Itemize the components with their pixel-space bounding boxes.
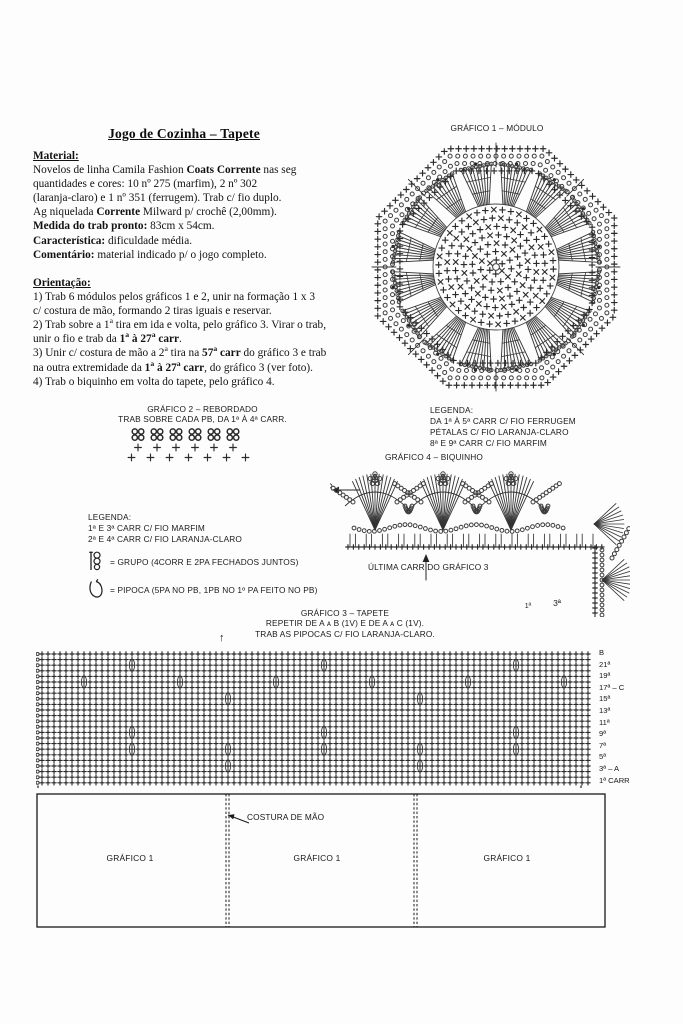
orientation-section xyxy=(33,276,348,389)
grafico3-row-label: 19ª xyxy=(599,671,611,681)
assembly-panel-label-1: GRÁFICO 1 xyxy=(293,853,341,863)
grafico2-subtitle: TRAB SOBRE CADA PB, DA 1ª À 4ª CARR. xyxy=(118,414,287,425)
grafico4-corner-label-1: 1ª xyxy=(524,603,532,610)
grafico2-border-chart xyxy=(125,426,265,468)
assembly-panel-label-2: GRÁFICO 1 xyxy=(483,853,531,863)
orientation-heading: Orientação: xyxy=(33,277,91,289)
grupo-symbol-label: = GRUPO (4CORR E 2PA FECHADOS JUNTOS) xyxy=(110,556,299,567)
grafico3-title-block xyxy=(155,608,535,639)
assembly-panel-label-0: GRÁFICO 1 xyxy=(106,853,154,863)
grafico3-row-label: 7ª xyxy=(599,740,607,750)
grafico2-legend-heading: LEGENDA: xyxy=(88,512,132,522)
orientation-lines: 1) Trab 6 módulos pelos gráficos 1 e 2, unir na formação 1 x 3 c/ costura de mão, formando 2 tiras iguais e reservar. 2) Trab sobre a 1$^a$ tira em ida e volta, pelo gráfico 3. Virar o trab, unir o fio e trab da 1$^a$ à 27$^a$ carr. 3) Unir c/ costura de mão a 2$^a$ tira na 57$^a$ carr do gráfico 3 e trab na outra extremidade da 1$^a$ à 27$^a$ carr, do gráfico 3 (ver foto). 4) Trab o biquinho em volta do tapete, pelo gráfico 4. xyxy=(33,291,327,388)
grafico3-subtitle-lines: REPETIR DE A ᴀ B (1V) E DE A ᴀ C (1V). TRAB AS PIPOCAS C/ FIO LARANJA-CLARO. xyxy=(255,618,435,639)
grafico3-row-label: 1ª CARR xyxy=(599,775,630,785)
grafico3-row-label: 21ª xyxy=(599,659,611,669)
pipoca-symbol-label: = PIPOCA (5PA NO PB, 1PB NO 1º PA FEITO NO PB) xyxy=(110,584,318,595)
grafico3-row-label: B xyxy=(599,648,605,657)
grafico4-title: GRÁFICO 4 – BIQUINHO xyxy=(385,452,483,462)
material-heading: Material: xyxy=(33,150,79,162)
material-lines: Novelos de linha Camila Fashion Coats Corrente nas seg quantidades e cores: 10 nº 275 (marfim), 2 nº 302 (laranja-claro) e 1 nº 351 (ferrugem). Trab c/ fio duplo. Ag niquelada Corrente Milward p/ crochê (2,00mm). Medida do trab pronto: 83cm x 54cm. Característica: dificuldade média. Comentário: material indicado p/ o jogo completo. xyxy=(33,164,297,261)
grafico3-rug-chart xyxy=(36,648,596,788)
pipoca-symbol-icon xyxy=(88,578,105,603)
grafico2-title-block xyxy=(60,404,345,425)
grafico1-module-chart xyxy=(360,136,632,398)
grafico4-note: ÚLTIMA CARR DO GRÁFICO 3 xyxy=(368,562,489,572)
grafico3-row-label: 5ª xyxy=(599,752,607,762)
grafico3-row-label: 15ª xyxy=(599,694,611,704)
grafico2-legend-lines: 1ª E 3ª CARR C/ FIO MARFIM 2ª E 4ª CARR C/ FIO LARANJA-CLARO xyxy=(88,523,243,544)
grafico1-legend xyxy=(430,405,660,449)
grafico3-row-label: 9ª xyxy=(599,729,607,739)
grafico3-row-label: 17ª – C xyxy=(599,682,625,692)
grafico3-row-label: 13ª xyxy=(599,706,611,715)
grafico1-legend-heading: LEGENDA: xyxy=(430,405,474,415)
grafico2-title: GRÁFICO 2 – REBORDADO xyxy=(147,404,258,414)
grafico3-row-label: 3ª – A xyxy=(599,764,620,773)
grafico3-start-arrow-icon: ↑ xyxy=(219,632,225,644)
seam-label: COSTURA DE MÃO xyxy=(247,812,325,822)
grafico1-legend-lines: DA 1ª À 5ª CARR C/ FIO FERRUGEM PÉTALAS C/ FIO LARANJA-CLARO 8ª E 9ª CARR C/ FIO MARFIM xyxy=(430,416,576,448)
grafico3-title: GRÁFICO 3 – TAPETE xyxy=(300,608,390,618)
grafico3-row-labels xyxy=(599,647,669,790)
grafico3-row-label: 11ª xyxy=(599,717,610,727)
grafico1-title: GRÁFICO 1 – MÓDULO xyxy=(450,123,544,133)
grafico4-edging-chart xyxy=(330,462,630,617)
page-title: Jogo de Cozinha – Tapete xyxy=(108,126,260,141)
grupo-symbol-icon xyxy=(88,550,105,575)
grafico4-corner-label-3: 3ª xyxy=(553,598,561,608)
material-section xyxy=(33,149,333,262)
